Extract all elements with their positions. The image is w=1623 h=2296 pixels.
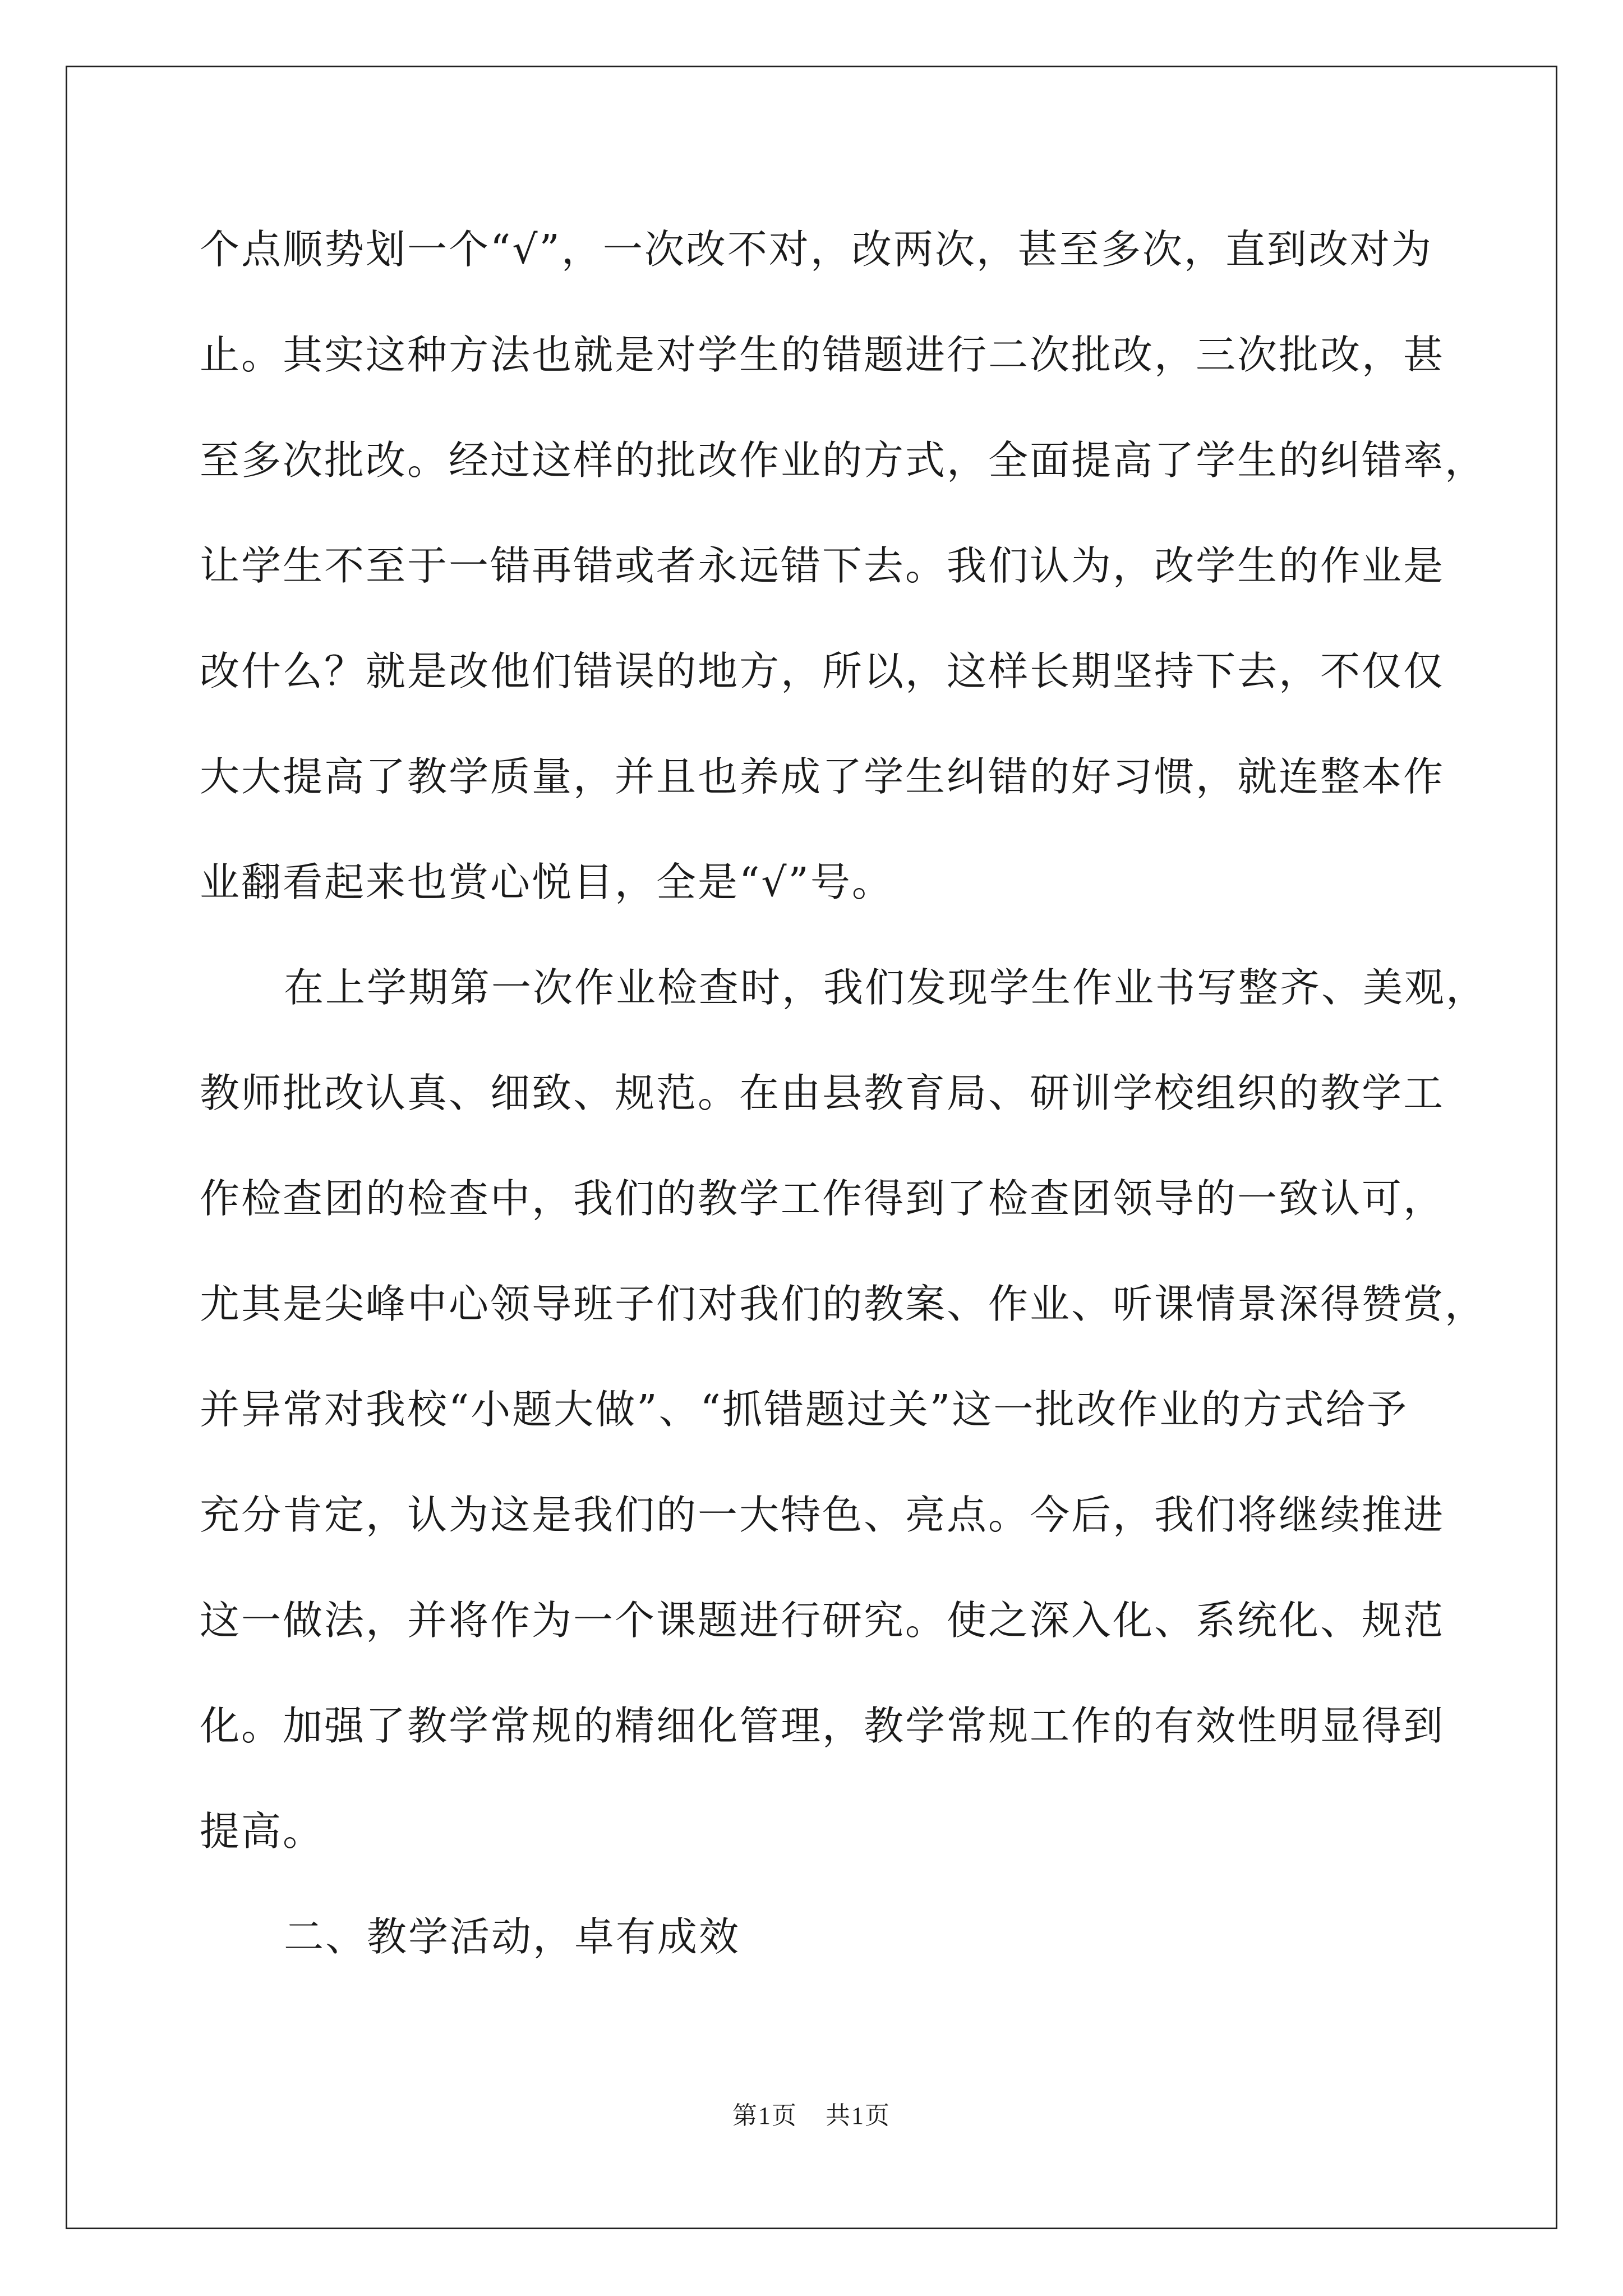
document-body bbox=[200, 208, 1488, 2000]
text-line: 让学生不至于一错再错或者永远错下去。我们认为，改学生的作业是 bbox=[200, 542, 1445, 589]
text-line: 业翻看起来也赏心悦目，全是“√”号。 bbox=[200, 859, 893, 905]
page-number-total: 共1页 bbox=[826, 2102, 891, 2129]
text-line: 化。加强了教学常规的精细化管理，教学常规工作的有效性明显得到 bbox=[200, 1703, 1445, 1749]
section-heading: 二、教学活动，卓有成效 bbox=[284, 1913, 741, 1960]
text-line: 并异常对我校“小题大做”、“抓错题过关”这一批改作业的方式给予 bbox=[200, 1386, 1409, 1433]
text-line: 教师批改认真、细致、规范。在由县教育局、研训学校组织的教学工 bbox=[200, 1070, 1445, 1116]
text-line: 尤其是尖峰中心领导班子们对我们的教案、作业、听课情景深得赞赏， bbox=[200, 1281, 1487, 1327]
text-line: 个点顺势划一个“√”，一次改不对，改两次，甚至多次，直到改对为 bbox=[200, 226, 1433, 273]
text-line: 至多次批改。经过这样的批改作业的方式，全面提高了学生的纠错率， bbox=[200, 437, 1487, 484]
text-line: 大大提高了教学质量，并且也养成了学生纠错的好习惯，就连整本作 bbox=[200, 753, 1445, 800]
text-line: 改什么？就是改他们错误的地方，所以，这样长期坚持下去，不仅仅 bbox=[200, 648, 1445, 694]
text-line: 提高。 bbox=[200, 1808, 325, 1855]
text-line: 止。其实这种方法也就是对学生的错题进行二次批改，三次批改，甚 bbox=[200, 332, 1445, 378]
page-number-current: 第1页 bbox=[732, 2102, 797, 2129]
text-line: 这一做法，并将作为一个课题进行研究。使之深入化、系统化、规范 bbox=[200, 1597, 1445, 1644]
paragraph-first-line: 在上学期第一次作业检查时，我们发现学生作业书写整齐、美观， bbox=[284, 964, 1488, 1011]
text-line: 充分肯定，认为这是我们的一大特色、亮点。今后，我们将继续推进 bbox=[200, 1492, 1445, 1538]
page-footer bbox=[0, 2095, 1623, 2131]
text-line: 作检查团的检查中，我们的教学工作得到了检查团领导的一致认可， bbox=[200, 1175, 1445, 1222]
